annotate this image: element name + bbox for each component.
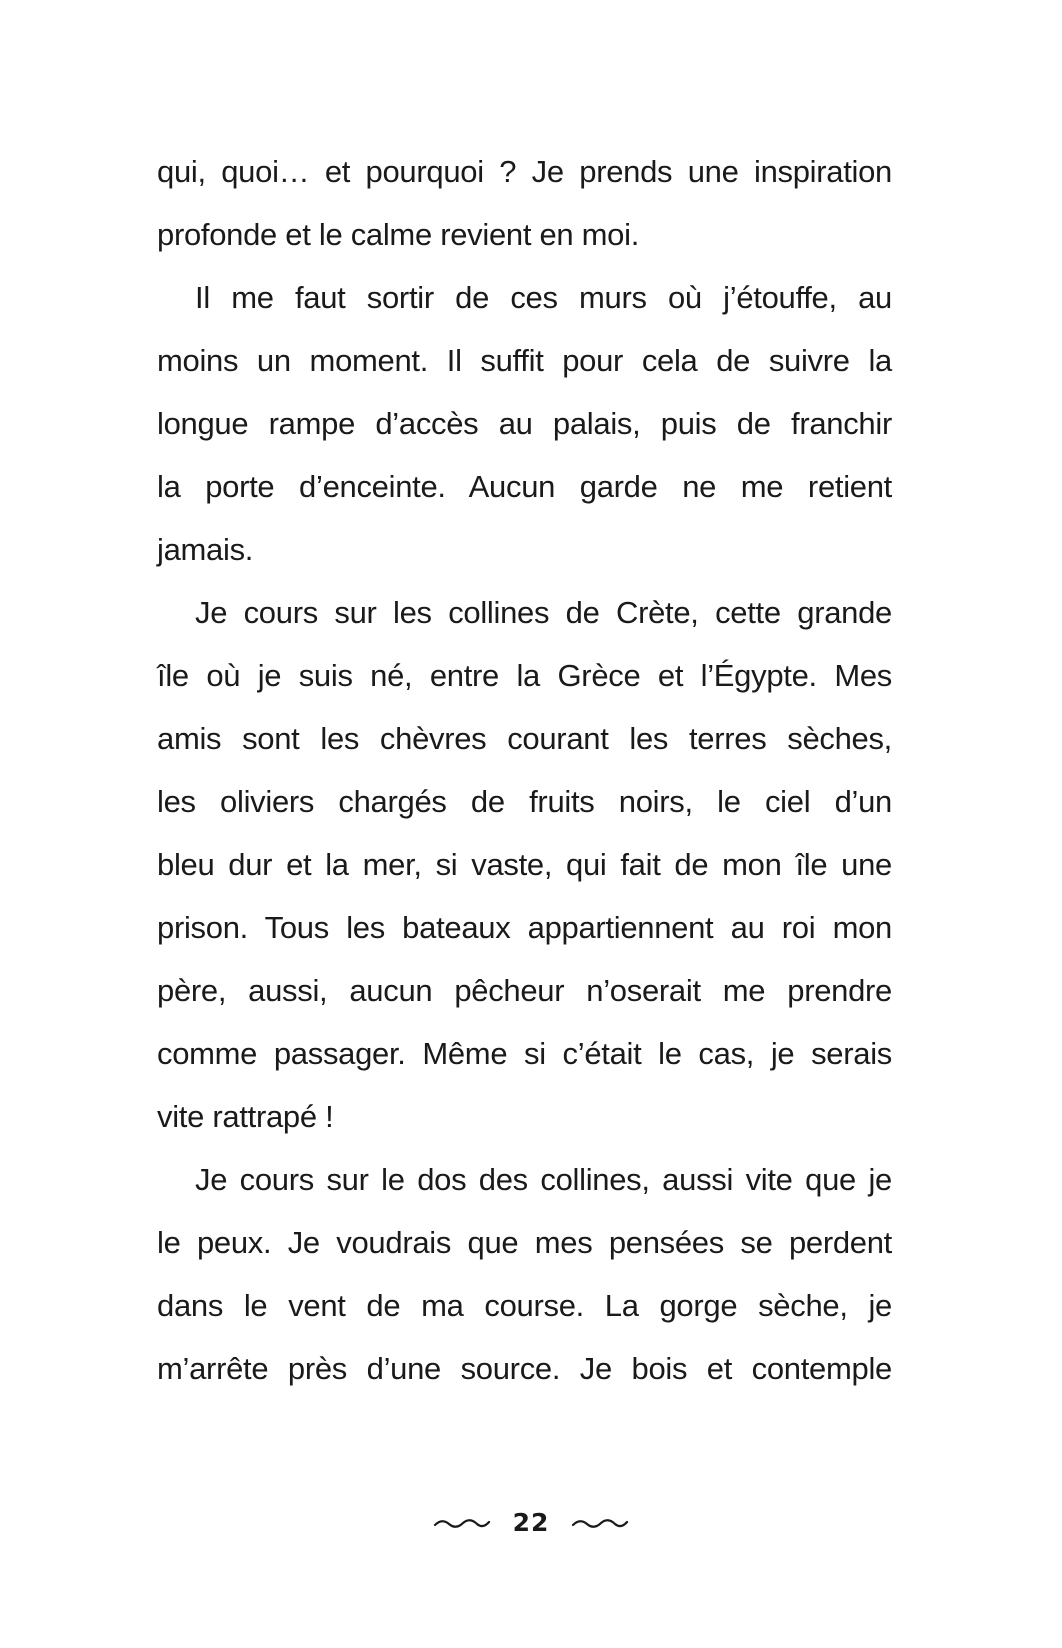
body-text (157, 140, 892, 1400)
text-line: le peux. Je voudrais que mes pensées se perdent (157, 1225, 892, 1260)
text-line: profonde et le calme revient en moi. (157, 217, 640, 252)
page-folio (0, 1508, 1062, 1537)
text-line: moins un moment. Il suffit pour cela de suivre la (157, 343, 892, 378)
text-line: amis sont les chèvres courant les terres sèches, (157, 721, 892, 756)
text-line: les oliviers chargés de fruits noirs, le ciel d’un (157, 784, 892, 819)
text-line: qui, quoi… et pourquoi ? Je prends une inspiration (157, 154, 892, 189)
text-line: Je cours sur les collines de Crète, cette grande (195, 595, 892, 630)
page-number: 22 (512, 1508, 550, 1537)
wave-ornament-left-icon (433, 1516, 491, 1530)
text-line: bleu dur et la mer, si vaste, qui fait de mon île une (157, 847, 892, 882)
text-line: m’arrête près d’une source. Je bois et contemple (157, 1351, 892, 1386)
text-line: dans le vent de ma course. La gorge sèche, je (157, 1288, 892, 1323)
wave-ornament-right-icon (571, 1516, 629, 1530)
text-line: prison. Tous les bateaux appartiennent au roi mon (157, 910, 892, 945)
text-line: comme passager. Même si c’était le cas, je serais (157, 1036, 892, 1071)
text-line: île où je suis né, entre la Grèce et l’Égypte. Mes (157, 658, 892, 693)
text-line: jamais. (157, 532, 254, 567)
text-line: Il me faut sortir de ces murs où j’étouffe, au (195, 280, 892, 315)
text-line: longue rampe d’accès au palais, puis de franchir (157, 406, 892, 441)
text-line: Je cours sur le dos des collines, aussi vite que je (195, 1162, 892, 1197)
text-line: père, aussi, aucun pêcheur n’oserait me prendre (157, 973, 892, 1008)
text-line: vite rattrapé ! (157, 1099, 334, 1134)
text-line: la porte d’enceinte. Aucun garde ne me retient (157, 469, 892, 504)
